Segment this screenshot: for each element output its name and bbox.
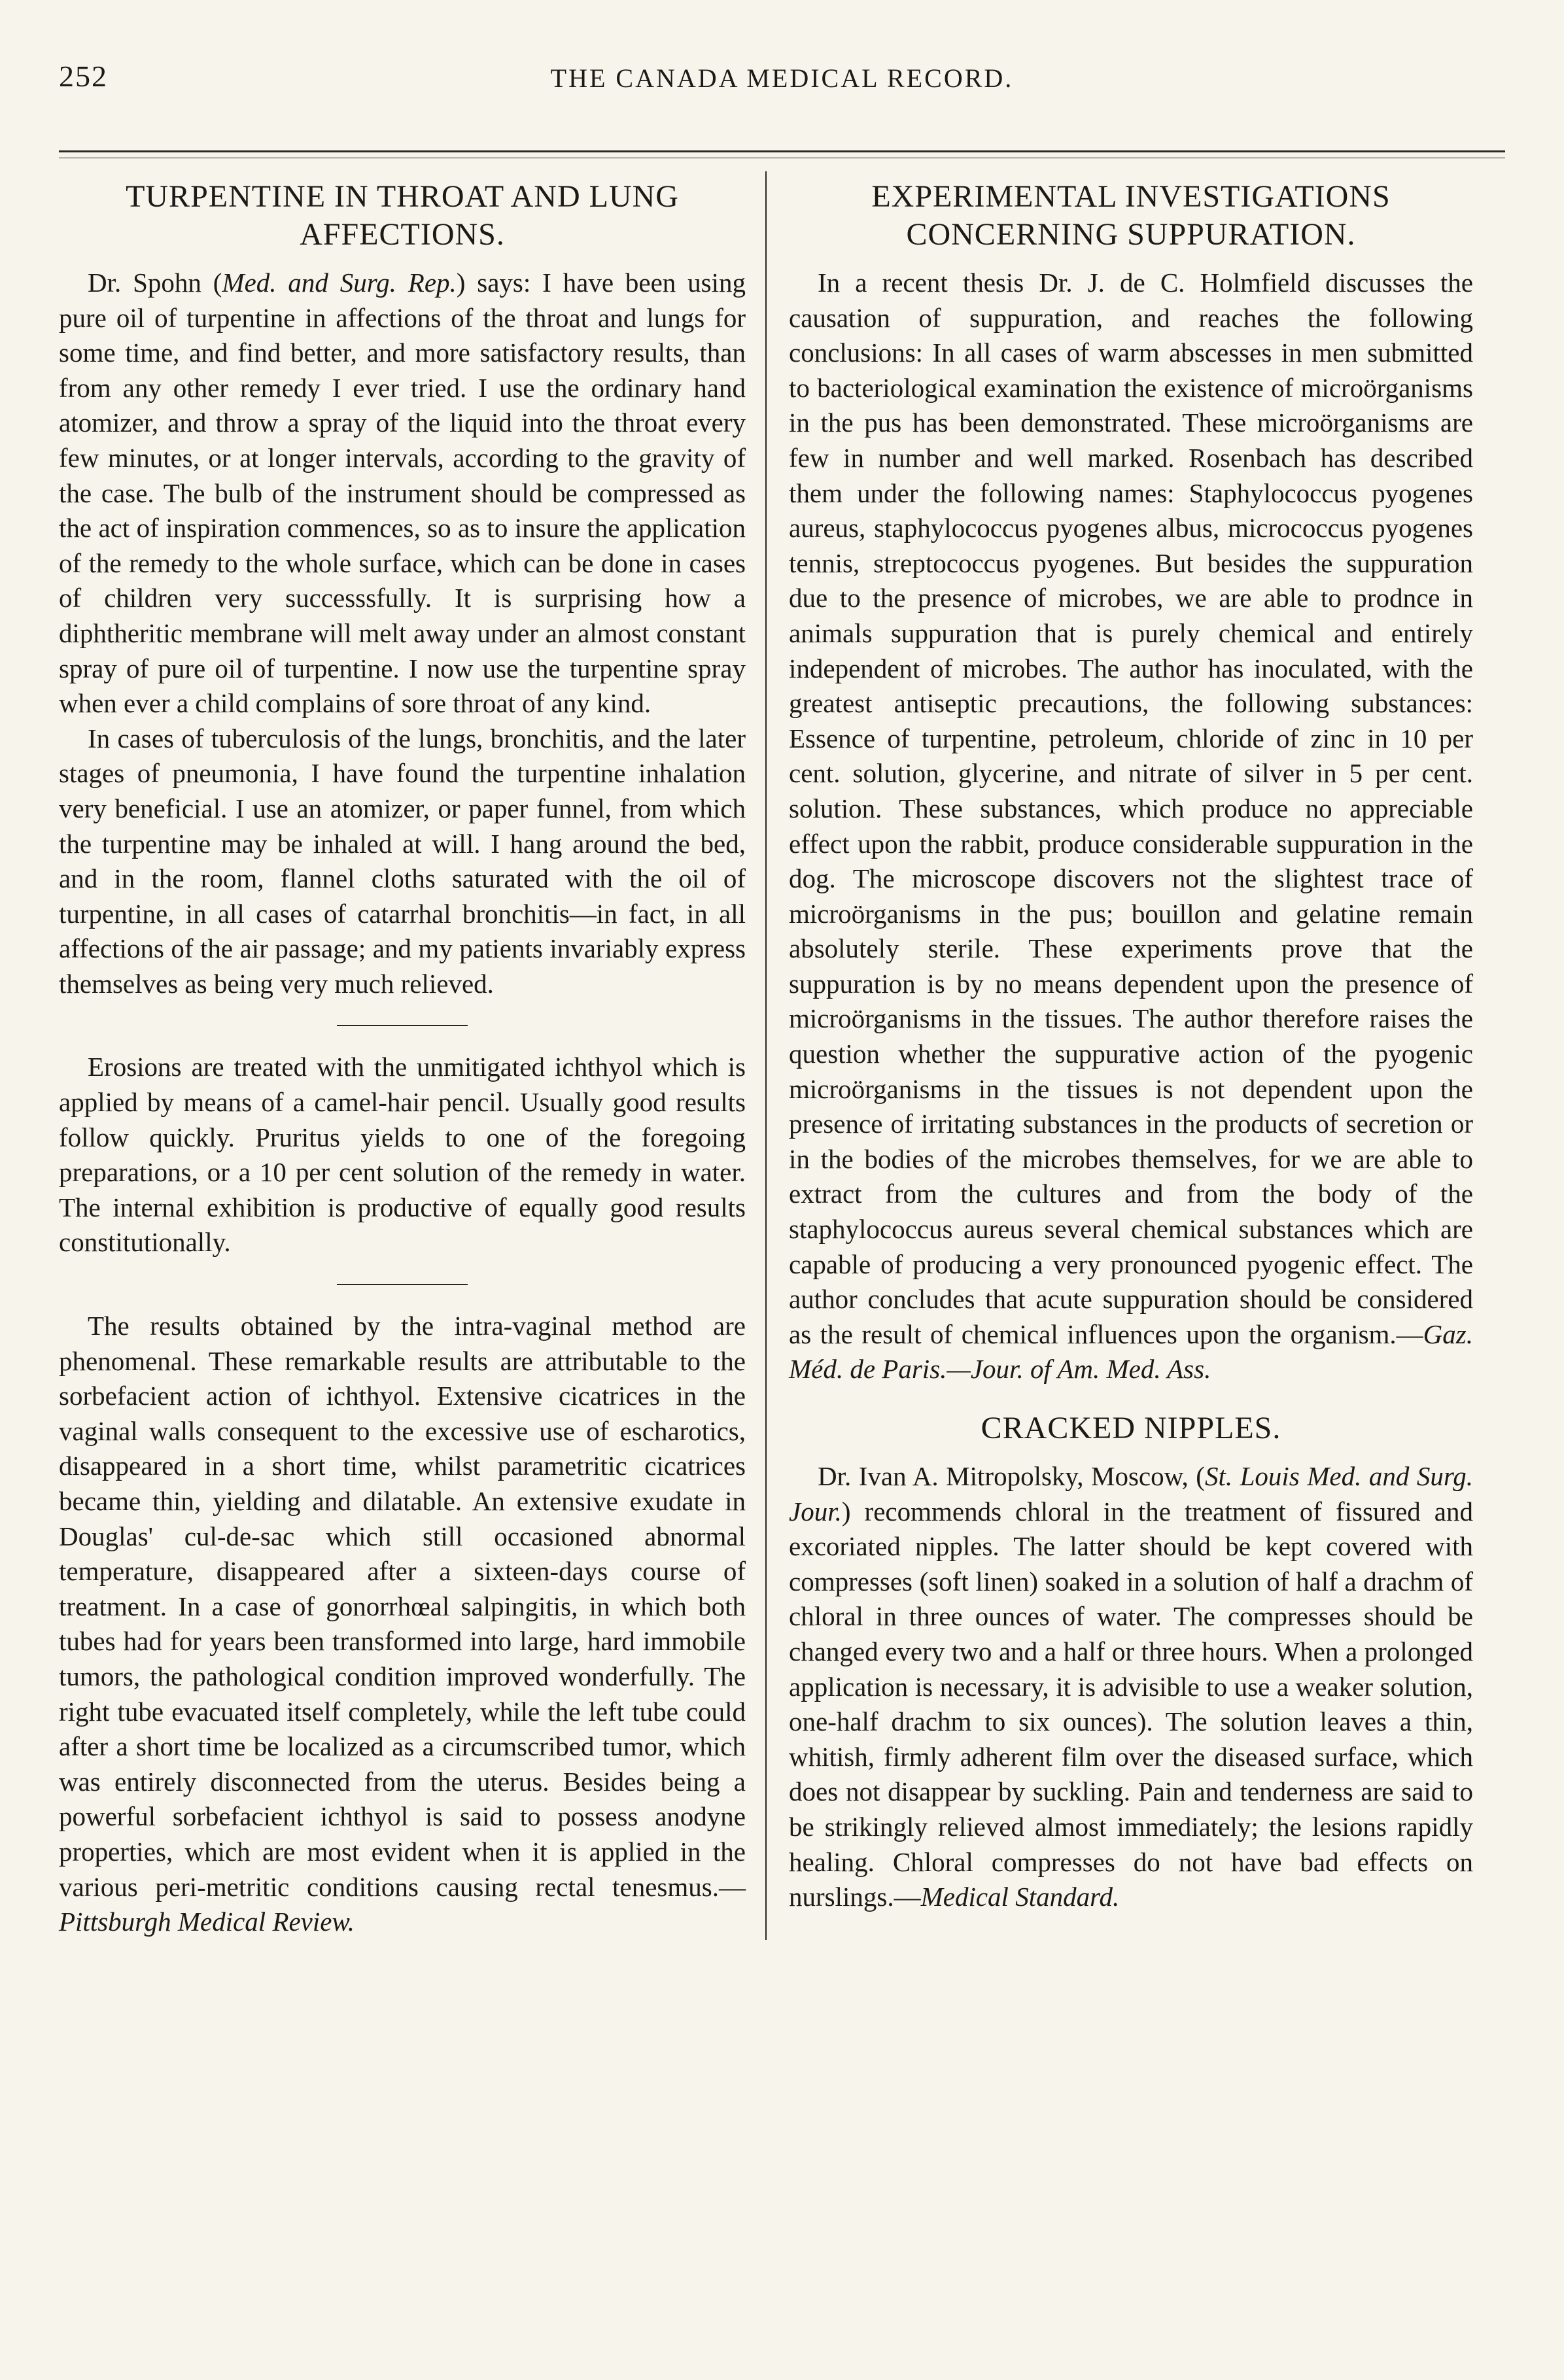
turpentine-p1-body: ) says: I have been using pure oil of turpentine in affections of the throat and lungs for some time, and find better, and more satisfactory results, than from any other remedy I ever tried. I use the ordinary hand atomizer, and throw a spray of the liquid into the throat every few minutes, or at longer intervals, according to the gravity of the case. The bulb of the instrument should be compressed as the act of inspiration commences, so as to insure the application of the remedy to the whole surface, which can be done in cases of children very successsfully. It is surprising how a diphtheritic membrane will melt away under an almost constant spray of pure oil of turpentine. I now use the turpentine spray when ever a child complains of sore throat of any kind.	[59, 267, 746, 719]
nipples-body: ) recommends chloral in the treatment of fissured and excoriated nipples. The latter should be kept covered with compresses (soft linen) soaked in a solution of half a drachm of chloral in three ounces of water. The compresses should be changed every two and a half or three hours. When a prolonged application is necessary, it is advisible to use a weaker solution, one-half drachm to six ounces). The solution leaves a thin, whitish, firmly adherent film over the diseased surface, which does not disappear by suckling. Pain and tenderness are said to be strikingly relieved almost immediately; the lesions rapidly healing. Chloral compresses do not have bad effects on nurslings.—	[789, 1496, 1473, 1912]
nipples-paragraph	[789, 1459, 1473, 1915]
page-number: 252	[59, 60, 108, 93]
suppuration-source: Gaz. Méd. de Paris.—Jour. of Am. Med. Ass.	[789, 1319, 1473, 1385]
nipples-title: CRACKED NIPPLES.	[981, 1411, 1281, 1445]
section-rule	[337, 1025, 468, 1026]
ichthyol-body: The results obtained by the intra-vaginal method are phenomenal. These remarkable results are attributable to the sorbefacient action of ichthyol. Extensive cicatrices in the vaginal walls consequent to the excessive use of escharotics, disappeared in a short time, whilst parametritic cicatrices became thin, yielding and dilatable. An extensive exudate in Douglas' cul-de-sac which still occasioned abnormal temperature, disappeared after a sixteen-days course of treatment. In a case of gonorrhœal salpingitis, in which both tubes had for years been transformed into large, hard immobile tumors, the pathological condition improved wonderfully. The right tube evacuated itself completely, while the left tube could after a short time be localized as a circumscribed tumor, which was entirely disconnected from the uterus. Besides being a powerful sorbefacient ichthyol is said to possess anodyne properties, which are most evident when it is applied in the various peri-metritic conditions causing rectal tenesmus.—	[59, 1311, 746, 1902]
left-column	[59, 171, 765, 1940]
turpentine-citation: Med. and Surg. Rep.	[222, 267, 457, 298]
section-rule	[337, 1284, 468, 1285]
nipples-pre: Dr. Ivan A. Mitropolsky, Moscow, (	[818, 1461, 1205, 1491]
journal-title: THE CANADA MEDICAL RECORD.	[550, 63, 1014, 93]
suppuration-body: In a recent thesis Dr. J. de C. Holmfield discusses the causation of suppuration, and reaches the following conclusions: In all cases of warm abscesses in men submitted to bacteriological examination the existence of microörganisms in the pus has been demonstrated. These microörganisms are few in number and well marked. Rosenbach has described them under the following names: Staphylococcus pyogenes aureus, staphylococcus pyogenes albus, micrococcus pyogenes tennis, streptococcus pyogenes. But besides the suppuration due to the presence of microbes, we are able to prodnce in animals suppuration that is purely chemical and entirely independent of microbes. The author has inoculated, with the greatest antiseptic precautions, the following substances: Essence of turpentine, petroleum, chloride of zinc in 10 per cent. solution, glycerine, and nitrate of silver in 5 per cent. solution. These substances, which produce no appreciable effect upon the rabbit, produce considerable suppuration in the dog. The microscope discovers not the slightest trace of microörganisms in the pus; bouillon and gelatine remain absolutely sterile. These experiments prove that the suppuration is by no means dependent upon the presence of microörganisms in the tissues. The author therefore raises the question whether the suppurative action of the pyogenic microörganisms in the tissues is not dependent upon the presence of irritating substances in the products of secretion or in the bodies of the microbes themselves, for we are able to extract from the cultures and from the body of the staphylococcus aureus several chemical substances which are capable of producing a very pronounced pyogenic effect. The author concludes that acute suppuration should be considered as the result of chemical influences upon the organism.—	[789, 267, 1473, 1349]
suppuration-title: EXPERIMENTAL INVESTIGATIONS CONCERNING SUPPURATION.	[871, 179, 1391, 252]
turpentine-title: TURPENTINE IN THROAT AND LUNG AFFECTIONS.	[126, 179, 679, 252]
nipples-source: Medical Standard.	[920, 1882, 1120, 1912]
running-head	[59, 39, 1505, 111]
nipples-citation: St. Louis Med. and Surg. Jour.	[789, 1461, 1474, 1526]
turpentine-paragraph-1	[59, 266, 746, 721]
turpentine-paragraph-2: In cases of tuberculosis of the lungs, bronchitis, and the later stages of pneumonia, I have found the turpentine inhalation very beneficial. I use an atomizer, or paper funnel, from which the turpentine may be inhaled at will. I hang around the bed, and in the room, flannel cloths saturated with the oil of turpentine, in all cases of catarrhal bronchitis—in fact, in all affections of the air passage; and my patients invariably express themselves as being very much relieved.	[59, 723, 746, 999]
ichthyol-paragraph	[59, 1309, 746, 1940]
suppuration-paragraph	[789, 266, 1473, 1387]
header-rule	[59, 150, 1505, 152]
article-columns	[59, 171, 1505, 1940]
erosions-paragraph: Erosions are treated with the unmitigated ichthyol which is applied by means of a camel-hair pencil. Usually good results follow quickly. Pruritus yields to one of the foregoing preparations, or a 10 per cent solution of the remedy in water. The internal exhibition is productive of equally good results constitutionally.	[59, 1052, 746, 1258]
right-column	[767, 171, 1473, 1940]
ichthyol-source: Pittsburgh Medical Review.	[59, 1906, 355, 1937]
turpentine-p1-pre: Dr. Spohn (	[88, 267, 222, 298]
